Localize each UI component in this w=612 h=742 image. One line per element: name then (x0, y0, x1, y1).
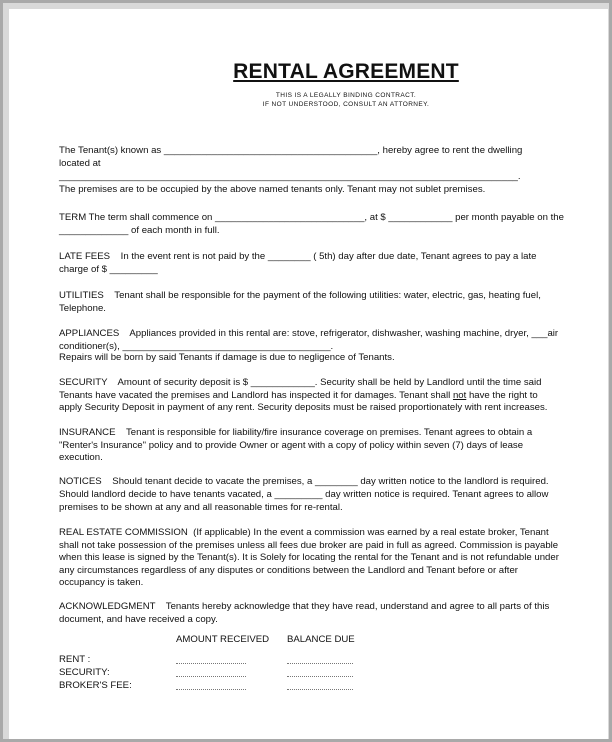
notices-paragraph-line2: Should landlord decide to have tenants vacated, a _________ day written notice is required. Tenant agrees to allow (59, 489, 549, 500)
document-subtitle-line1: THIS IS A LEGALLY BINDING CONTRACT. (275, 92, 417, 99)
commission-paragraph-line1: REAL ESTATE COMMISSION (If applicable) In the event a commission was earned by a real estate broker, Tenant (59, 527, 549, 538)
late-fees-paragraph-line1: LATE FEES In the event rent is not paid by the ________ ( 5th) day after due date, Tenant agrees to pay a late (59, 251, 537, 262)
document-page (9, 9, 608, 739)
rent-amount-received-field[interactable] (176, 663, 246, 664)
term-paragraph-line1: TERM The term shall commence on ____________________________, at $ ____________ per month payable on the (59, 212, 564, 223)
utilities-paragraph-line1: UTILITIES Tenant shall be responsible for the payment of the following utilities: water, electric, gas, heating fuel, (59, 290, 541, 301)
security-not-underlined: not (452, 390, 467, 401)
rent-row-label: RENT : (59, 654, 91, 665)
commission-paragraph-line2: shall not take possession of the premises unless all fees due broker are paid in full as agreed. Commission is payable (59, 540, 559, 551)
commission-paragraph-line4: any circumstances regardless of any disputes or conditions between the Landlord and Tenant before or after (59, 565, 519, 576)
acknowledgment-paragraph-line2: document, and have received a copy. (59, 614, 218, 625)
utilities-paragraph-line2: Telephone. (59, 303, 106, 314)
notices-paragraph-line3: premises to be shown at any and all reasonable times for re-rental. (59, 502, 343, 513)
late-fees-paragraph-line2: charge of $ _________ (59, 264, 158, 275)
security-line2-end: have the right to (466, 390, 538, 401)
broker-fee-row-label: BROKER'S FEE: (59, 680, 132, 691)
document-title: RENTAL AGREEMENT (233, 60, 459, 83)
insurance-paragraph-line1: INSURANCE Tenant is responsible for liability/fire insurance coverage on premises. Tenant agrees to obtain a (59, 427, 533, 438)
amount-received-header: AMOUNT RECEIVED (176, 634, 270, 645)
term-paragraph-line2: _____________ of each month in full. (59, 225, 220, 236)
security-amount-received-field[interactable] (176, 676, 246, 677)
security-line2-start: Tenants have vacated the premises and Landlord has inspected it for damages. Tenant shall (59, 390, 453, 401)
tenants-paragraph-line4: The premises are to be occupied by the above named tenants only. Tenant may not sublet premises. (59, 184, 486, 195)
security-paragraph-line3: apply Security Deposit in payment of any rent. Security deposits must be raised proportionately with rent increases. (59, 402, 548, 413)
balance-due-header: BALANCE DUE (287, 634, 355, 645)
commission-paragraph-line3: when this lease is signed by the Tenant(s). It is Solely for locating the rental for the Tenant and is not refundable under (59, 552, 559, 563)
tenants-paragraph-line3: ______________________________________________________________________________________. (59, 171, 521, 182)
commission-paragraph-line5: occupancy is taken. (59, 577, 144, 588)
acknowledgment-paragraph-line1: ACKNOWLEDGMENT Tenants hereby acknowledge that they have read, understand and agree to all parts of this (59, 601, 550, 612)
notices-paragraph-line1: NOTICES Should tenant decide to vacate the premises, a ________ day written notice to the landlord is required. (59, 476, 549, 487)
insurance-paragraph-line2: "Renter's Insurance" policy and to provide Owner or agent with a copy of policy within seven (7) days of lease (59, 440, 524, 451)
broker-fee-amount-received-field[interactable] (176, 689, 246, 690)
appliances-paragraph-line1: APPLIANCES Appliances provided in this rental are: stove, refrigerator, dishwasher, washing machine, dryer, ___air (59, 328, 559, 339)
rent-balance-due-field[interactable] (287, 663, 353, 664)
appliances-paragraph-line2: conditioner(s), _______________________________________. (59, 341, 334, 352)
security-paragraph-line2 (59, 390, 559, 402)
security-row-label: SECURITY: (59, 667, 110, 678)
document-subtitle-line2: IF NOT UNDERSTOOD, CONSULT AN ATTORNEY. (262, 101, 430, 108)
broker-fee-balance-due-field[interactable] (287, 689, 353, 690)
security-balance-due-field[interactable] (287, 676, 353, 677)
security-paragraph-line1: SECURITY Amount of security deposit is $ ____________. Security shall be held by Landlord until the time said (59, 377, 542, 388)
insurance-paragraph-line3: execution. (59, 452, 103, 463)
tenants-paragraph-line1: The Tenant(s) known as ________________________________________, hereby agree to rent the dwelling (59, 145, 523, 156)
tenants-paragraph-line2: located at (59, 158, 101, 169)
appliances-paragraph-line3: Repairs will be born by said Tenants if damage is due to negligence of Tenants. (59, 352, 395, 363)
